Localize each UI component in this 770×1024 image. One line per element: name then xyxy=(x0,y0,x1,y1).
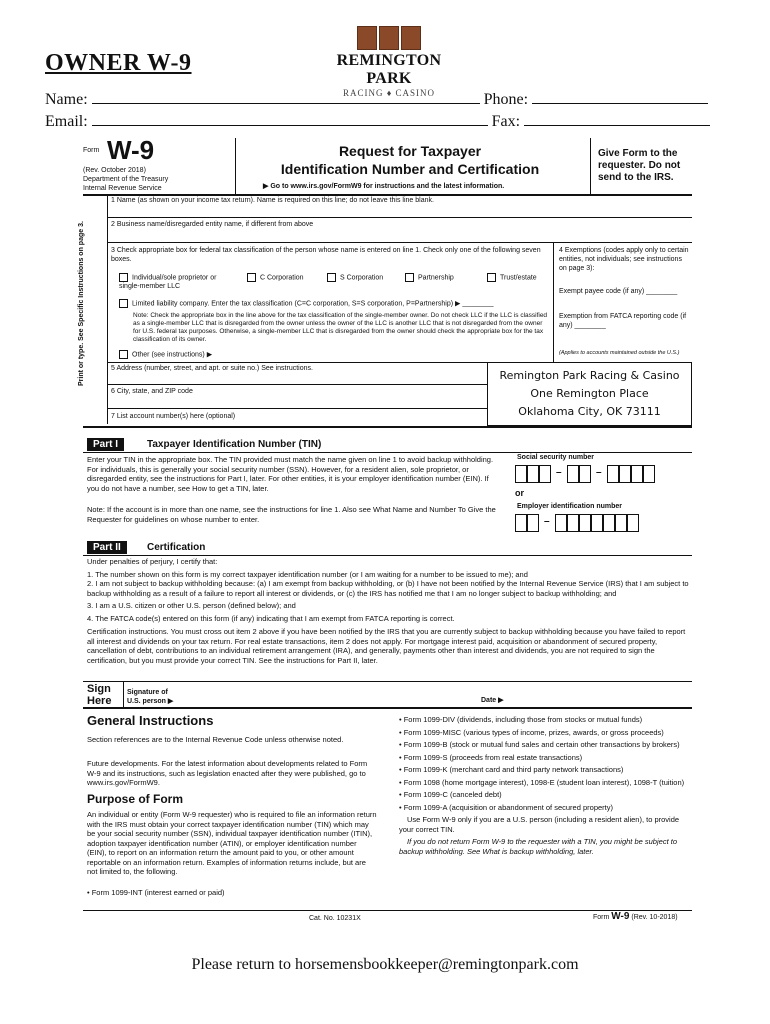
ssn-label: Social security number xyxy=(517,454,595,461)
line2-label: 2 Business name/disregarded entity name, if different from above xyxy=(111,221,314,228)
part2-tag: Part II xyxy=(87,541,127,554)
llc-note: Note: Check the appropriate box in the line above for the tax classification of the single-member owner. Do not check LLC if the LLC is classified as a single-member LLC that is disregarded from the owner unless the owner of the LLC is another LLC that is not disregarded from the owner for U.S. federal tax purposes. Otherwise, a single-member LLC that is disregarded from the owner should check the appropriate box for the tax classification of its owner. xyxy=(133,312,548,343)
c-corp-label: C Corporation xyxy=(260,274,304,282)
line3-label: 3 Check appropriate box for federal tax classification of the person whose name is entered on line 1. Check only one of the following seven boxes. xyxy=(111,247,541,263)
backup-withholding-note: If you do not return Form W-9 to the requester with a TIN, you might be subject to backup withholding. See What is backup withholding, later. xyxy=(399,837,677,856)
right-bullets xyxy=(399,715,689,856)
name-field[interactable] xyxy=(92,90,480,104)
purpose-title: Purpose of Form xyxy=(87,792,184,806)
remington-park-logo xyxy=(318,26,460,98)
part1-tag: Part I xyxy=(87,438,124,451)
requester-name: Remington Park Racing & Casino xyxy=(499,369,680,382)
bullet-1099-misc: • Form 1099-MISC (various types of income, prizes, awards, or gross proceeds) xyxy=(399,727,664,737)
logo-name: REMINGTON PARK xyxy=(336,52,442,87)
part2-title: Certification xyxy=(147,542,206,553)
cert-item-1: 1. The number shown on this form is my correct taxpayer identification number (or I am waiting for a number to be issued to me); and xyxy=(87,569,528,579)
fax-field[interactable] xyxy=(524,112,710,126)
goto-instructions: ▶ Go to www.irs.gov/FormW9 for instructions and the latest information. xyxy=(263,183,505,190)
use-form-w9: Use Form W-9 only if you are a U.S. person (including a resident alien), to provide your correct TIN. xyxy=(399,815,680,834)
form-footer-rev: (Rev. 10-2018) xyxy=(631,914,678,921)
form-footer xyxy=(593,912,678,922)
side-label: Print or type. See Specific Instructions on page 3. xyxy=(78,221,85,386)
ein-label: Employer identification number xyxy=(517,503,623,510)
certification-text xyxy=(87,557,689,665)
requester-city: Oklahoma City, OK 73111 xyxy=(518,405,661,418)
llc-label: Limited liability company. Enter the tax classification (C=C corporation, S=S corporation, P=Partnership) ▶ ________ xyxy=(132,300,494,308)
bullet-1098: • Form 1098 (home mortgage interest), 1098-E (student loan interest), 1098-T (tuition) xyxy=(399,777,685,787)
signature-field[interactable] xyxy=(183,692,473,706)
email-label: Email: xyxy=(45,113,88,130)
line7-label: 7 List account number(s) here (optional) xyxy=(111,413,236,420)
phone-field[interactable] xyxy=(532,90,708,104)
cert-item-2: 2. I am not subject to backup withholding because: (a) I am exempt from backup withholding, or (b) I have not been notified by the Internal Revenue Service (IRS) that I am subject to backup withholding as a result of a failure to report all interest or dividends, or (c) the IRS has notified me that I am no longer subject to backup withholding; and xyxy=(87,579,689,598)
exemptions-label: 4 Exemptions (codes apply only to certain entities, not individuals; see instructions on page 3): xyxy=(559,247,689,272)
bullet-1099-int: • Form 1099-INT (interest earned or paid) xyxy=(87,888,225,897)
form-label: Form xyxy=(83,147,100,154)
w9-form: Form W-9 (Rev. October 2018) Department of the Treasury Internal Revenue Service Request for Taxpayer Identification Number and Certification ▶ Go to www.irs.gov/FormW9 for instructions and the latest information. Give Form to the requester. Do not send to the IRS. Print or type. See Specific Instructions on page 3. 1 Name (as shown on your income tax return). Name is required on this line; do not leave this line blank. 2 Business name/disregarded entity name, if different from above 3 Check appropriate box for federal tax classification of the person whose name is entered on line 1. Check only one of the following seven boxes. Individual/sole proprietor or single-member LLC C Corporation S Corporation Partnership Trust/estate Limited liability company. Enter the tax classification (C=C corporation, S=S corporation, P=Partnership) ▶ ________ Note: Check the appropriate box in the line above for the tax classification of the single-member owner. Do not check LLC if the LLC is classified as a single-member LLC that is disregarded from the owner unless the owner of the LLC is another LLC that is not disregarded from the owner for U.S. federal tax purposes. Otherwise, a single-member LLC that is disregarded from the owner should check the appropriate box for the tax classification of its owner. Other (see instructions) ▶ 4 Exemptions (codes apply only to certain entities, not individuals; see instructions on page 3): Exempt payee code (if any) ________ Exemption from FATCA reporting code (if any) ________ (Applies to accounts maintained outside the U.S.) 5 Address (number, street, and apt. or suite no.) See instructions. 6 City, state, and ZIP code 7 List account number(s) here (optional) Remington Park Racing & Casino One Remington Place Oklahoma City, OK 73111 Part I Taxpayer Identification Number (TIN) Enter your TIN in the appropriate box. The TIN provided must match the name given on line 1 to avoid backup withholding. For individuals, this is generally your social security number (SSN). However, for a resident alien, sole proprietor, or disregarded entity, see the instructions for Part I, later. For other entities, it is your employer identification number (EIN). If you do not have a number, see How to get a TIN, later. Note: If the account is in more than one name, see the instructions for line 1. Also see What Name and Number To Give the Requester for guidelines on whose number to enter. Social security number – – or Employer identification number – Part II Certification Under penalties of perjury, I certify that: 1. The number shown on this form is my correct taxpayer identification number (or I am waiting for a number to be issued to me); and 2. I am not subject to backup withholding because: (a) I am exempt from backup withholding, or (b) I have not been notified by the Internal Revenue Service (IRS) that I am subject to backup withholding as a result of a failure to report all interest or dividends, or (c) the IRS has notified me that I am no longer subject to backup withholding; and 3. I am a U.S. citizen or other U.S. person (defined below); and 4. The FATCA code(s) entered on this form (if any) indicating that I am exempt from FATCA reporting is correct. Certification instructions. You must cross out item 2 above if you have been notified by the IRS that you are currently subject to backup withholding because you have failed to report all interest and dividends on your tax return. For real estate transactions, item 2 does not apply. For mortgage interest paid, acquisition or abandonment of secured property, cancellation of debt, contributions to an individual retirement arrangement (IRA), and generally, payments other than interest and dividends, you are not required to sign the certification, but you must provide your correct TIN. See the instructions for Part II, later. Sign Here Signature of U.S. person ▶ Date ▶ General Instructions Section references are to the Internal Revenue Code unless otherwise noted. Future developments. For the latest information about developments related to Form W-9 and its instructions, such as legislation enacted after they were published, go to www.irs.gov/FormW9. Purpose of Form An individual or entity (Form W-9 requester) who is required to file an information return with the IRS must obtain your correct taxpayer identification number (TIN) which may be your social security number (SSN), individual taxpayer identification number (ITIN), adoption taxpayer identification number (ATIN), or employer identification number (EIN), to report on an information return the amount paid to you, or other amount reportable on an information return. Examples of information returns include, but are not limited to, the following. • Form 1099-INT (interest earned or paid) • Form 1099-DIV (dividends, including those from stocks or mutual funds) • Form 1099-MISC (various types of income, prizes, awards, or gross proceeds) • Form 1099-B (stock or mutual fund sales and certain other transactions by brokers) • Form 1099-S (proceeds from real estate transactions) • Form 1099-K (merchant card and third party network transactions) • Form 1098 (home mortgage interest), 1098-E (student loan interest), 1098-T (tuition) • Form 1099-C (canceled debt) • Form 1099-A (acquisition or abandonment of secured property) Use Form W-9 only if you are a U.S. person (including a resident alien), to provide your correct TIN. If you do not return Form W-9 to the requester with a TIN, you might be subject to backup withholding. See What is backup withholding, later. Cat. No. 10231X Form W-9 (Rev. 10-2018) xyxy=(83,136,692,934)
bullet-1099-c: • Form 1099-C (canceled debt) xyxy=(399,790,502,799)
part1-title: Taxpayer Identification Number (TIN) xyxy=(147,439,322,450)
form-footer-code: W-9 xyxy=(611,911,630,922)
form-dept: Department of the Treasury xyxy=(83,176,169,183)
return-instructions: Please return to horsemensbookkeeper@remingtonpark.com xyxy=(191,956,579,973)
form-rev: (Rev. October 2018) xyxy=(83,167,146,174)
trust-label: Trust/estate xyxy=(500,274,537,282)
bullet-1099-b: • Form 1099-B (stock or mutual fund sales and certain other transactions by brokers) xyxy=(399,740,680,749)
form-irs: Internal Revenue Service xyxy=(83,185,162,192)
cert-instructions: Certification instructions. You must cross out item 2 above if you have been notified by the IRS that you are currently subject to backup withholding because you have failed to report all interest and dividends on your tax return. For real estate transactions, item 2 does not apply. For mortgage interest paid, acquisition or abandonment of secured property, cancellation of debt, contributions to an individual retirement arrangement (IRA), and generally, payments other than interest and dividends, you are not required to sign the certification, but you must provide your correct TIN. See the instructions for Part II, later. xyxy=(87,627,686,665)
part1-text: Enter your TIN in the appropriate box. The TIN provided must match the name given on line 1 to avoid backup withholding. For individuals, this is generally your social security number (SSN). However, for a resident alien, sole proprietor, or disregarded entity, see the instructions for Part I, later. For other entities, it is your employer identification number (EIN). If you do not have a number, see How to get a TIN, later. xyxy=(87,455,494,493)
requester-street: One Remington Place xyxy=(530,387,649,400)
logo-sub: RACING ♦ CASINO xyxy=(342,88,436,98)
requester-address-box xyxy=(487,362,692,426)
perjury-statement: Under penalties of perjury, I certify that: xyxy=(87,557,218,566)
fax-label: Fax: xyxy=(491,113,521,130)
form-code: W-9 xyxy=(107,135,155,165)
gi-text: Section references are to the Internal Revenue Code unless otherwise noted. xyxy=(87,735,344,744)
other-label: Other (see instructions) ▶ xyxy=(132,351,213,359)
name-phone-row xyxy=(45,90,708,109)
partnership-checkbox[interactable] xyxy=(405,273,414,282)
fatca-applies-note: (Applies to accounts maintained outside the U.S.) xyxy=(559,350,680,356)
c-corp-checkbox[interactable] xyxy=(247,273,256,282)
other-checkbox[interactable] xyxy=(119,350,128,359)
individual-label: Individual/sole proprietor or single-member LLC xyxy=(119,274,217,291)
email-field[interactable] xyxy=(92,112,488,126)
or-label: or xyxy=(515,488,524,498)
request-title-line-1: Request for Taxpayer xyxy=(338,143,482,159)
give-form-note: Give Form to the requester. Do not send to the IRS. xyxy=(598,148,681,183)
future-developments: Future developments. For the latest information about developments related to Form W-9 and its instructions, such as legislation enacted after they were published, go to www.irs.gov/FormW9. xyxy=(87,759,368,787)
bullet-1099-k: • Form 1099-K (merchant card and third party network transactions) xyxy=(399,765,624,774)
fatca-code[interactable]: Exemption from FATCA reporting code (if any) ________ xyxy=(559,313,687,329)
trust-checkbox[interactable] xyxy=(487,273,496,282)
exempt-payee-code[interactable]: Exempt payee code (if any) ________ xyxy=(559,288,678,295)
part1-note: Note: If the account is in more than one name, see the instructions for line 1. Also see What Name and Number To Give the Requester for guidelines on whose number to enter. xyxy=(87,505,496,524)
cert-item-4: 4. The FATCA code(s) entered on this form (if any) indicating that I am exempt from FATCA reporting is correct. xyxy=(87,613,455,623)
date-field[interactable] xyxy=(513,692,683,706)
email-fax-row xyxy=(45,112,710,131)
name-label: Name: xyxy=(45,91,88,108)
purpose-text: An individual or entity (Form W-9 requester) who is required to file an information return with the IRS must obtain your correct taxpayer identification number (TIN) which may be your social security number (SSN), individual taxpayer identification number (ITIN), adoption taxpayer identification number (ATIN), or employer identification number (EIN), to report on an information return the amount paid to you, or other amount reportable on an information return. Examples of information returns include, but are not limited to, the following. xyxy=(87,810,377,876)
general-instructions-title: General Instructions xyxy=(87,713,214,728)
request-title-line-2: Identification Number and Certification xyxy=(280,161,540,177)
s-corp-label: S Corporation xyxy=(340,274,384,282)
cert-item-3: 3. I am a U.S. citizen or other U.S. person (defined below); and xyxy=(87,601,296,610)
partnership-label: Partnership xyxy=(418,274,454,282)
bullet-1099-a: • Form 1099-A (acquisition or abandonment of secured property) xyxy=(399,802,613,812)
line5-label: 5 Address (number, street, and apt. or suite no.) See instructions. xyxy=(111,365,313,372)
phone-label: Phone: xyxy=(483,91,529,108)
form-footer-label: Form xyxy=(593,914,610,921)
individual-checkbox[interactable] xyxy=(119,273,128,282)
s-corp-checkbox[interactable] xyxy=(327,273,336,282)
cat-no: Cat. No. 10231X xyxy=(309,915,361,922)
page-title: OWNER W-9 xyxy=(45,50,192,76)
bullet-1099-s: • Form 1099-S (proceeds from real estate transactions) xyxy=(399,752,583,762)
line1-label: 1 Name (as shown on your income tax return). Name is required on this line; do not leave this line blank. xyxy=(111,197,434,204)
date-label: Date ▶ xyxy=(481,697,504,704)
signature-label: Signature of U.S. person ▶ xyxy=(127,689,174,705)
logo-horse-icon xyxy=(357,26,421,50)
bullet-1099-div: • Form 1099-DIV (dividends, including those from stocks or mutual funds) xyxy=(399,715,643,724)
sign-here-label: Sign Here xyxy=(87,683,112,707)
llc-checkbox[interactable] xyxy=(119,299,128,308)
form-request-title xyxy=(235,142,585,178)
line6-label: 6 City, state, and ZIP code xyxy=(111,388,193,395)
